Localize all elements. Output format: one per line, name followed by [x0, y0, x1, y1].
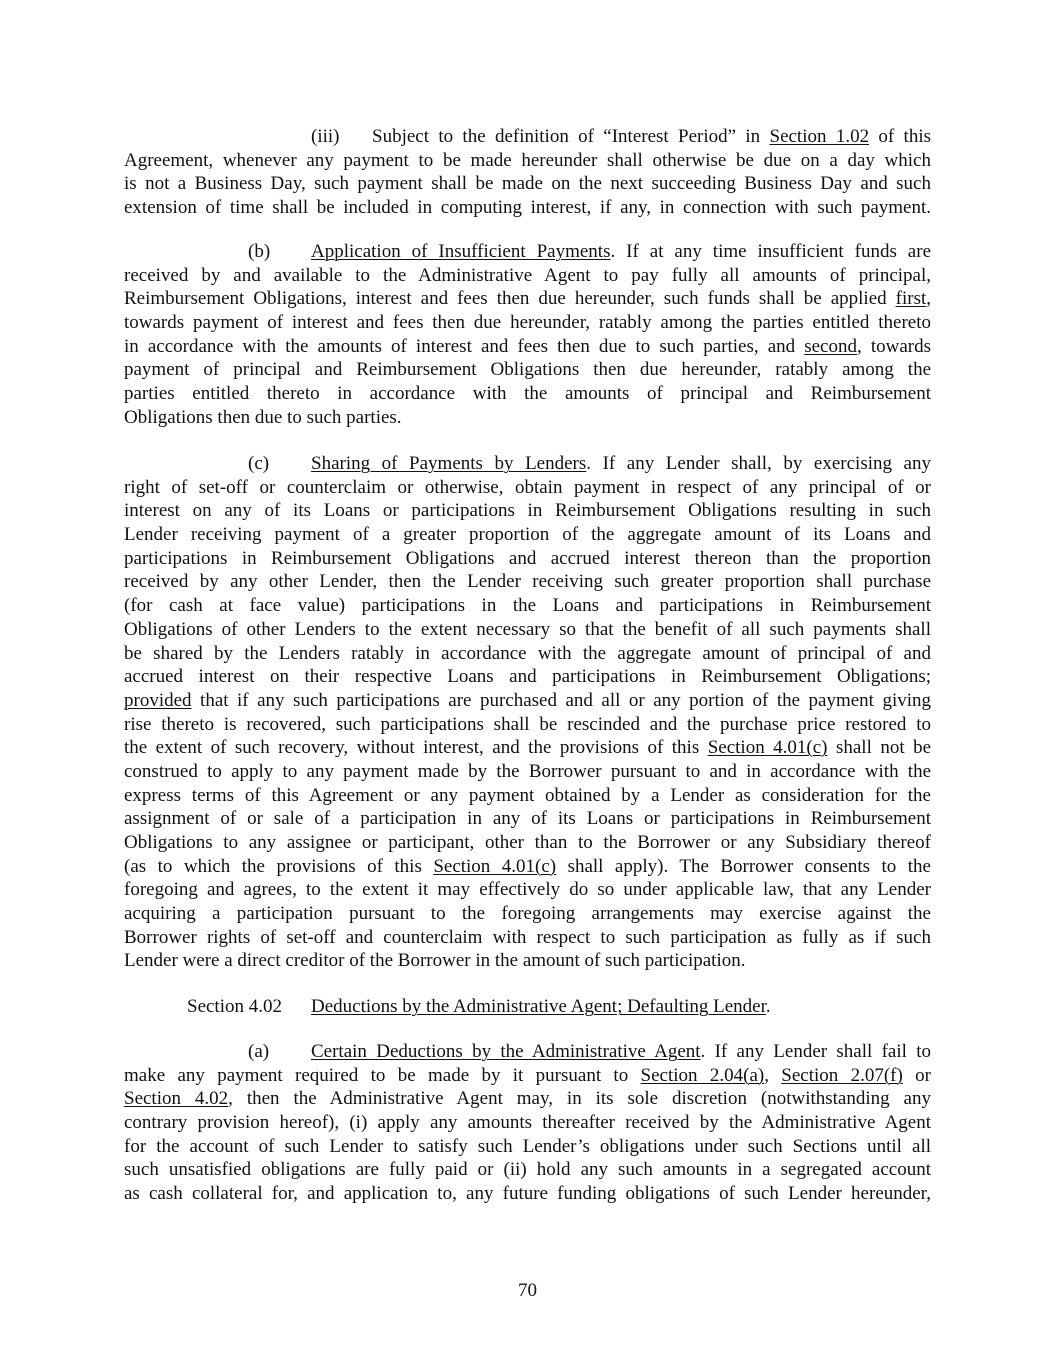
text-line: (for cash at face value) participations in the Loans and participations in Reimbursement: [124, 595, 931, 617]
underlined-reference: Section 4.01(c): [707, 737, 828, 759]
text-line: express terms of this Agreement or any payment obtained by a Lender as consideration for the: [124, 784, 931, 806]
text-line: received by any other Lender, then the Lender receiving such greater proportion shall purchase: [124, 571, 931, 593]
text-line: Section 4.02 Deductions by the Administrative Agent; Defaulting Lender.: [187, 996, 771, 1017]
paragraph-label: Section 4.02: [187, 996, 282, 1017]
text-line: be shared by the Lenders ratably in accordance with the aggregate amount of principal of and: [124, 642, 931, 664]
text-line: (b) Application of Insufficient Payments. If at any time insufficient funds are: [248, 241, 931, 262]
underlined-reference: Deductions by the Administrative Agent; Defaulting Lender: [311, 996, 766, 1017]
paragraph-label: (a): [248, 1041, 270, 1062]
text-line: for the account of such Lender to satisfy such Lender’s obligations under such Sections until all: [124, 1135, 931, 1157]
underlined-reference: Application of Insufficient Payments: [311, 241, 611, 262]
text-line: such unsatisfied obligations are fully paid or (ii) hold any such amounts in a segregated account: [124, 1159, 931, 1181]
paragraph-label: (b): [248, 241, 271, 262]
text-line: provided that if any such participations are purchased and all or any portion of the payment giving: [124, 689, 931, 711]
text-line: extension of time shall be included in computing interest, if any, in connection with such payment.: [124, 197, 931, 219]
underlined-reference: Section 4.02: [124, 1088, 229, 1110]
text-line: parties entitled thereto in accordance with the amounts of principal and Reimbursement: [124, 383, 931, 405]
text-line: in accordance with the amounts of interest and fees then due to such parties, and second, towards: [124, 335, 931, 357]
text-line: as cash collateral for, and application to, any future funding obligations of such Lender hereunder,: [124, 1183, 931, 1205]
text-line: Obligations of other Lenders to the extent necessary so that the benefit of all such payments shall: [124, 618, 931, 640]
text-line: assignment of or sale of a participation in any of its Loans or participations in Reimbursement: [124, 808, 931, 830]
text-line: construed to apply to any payment made by the Borrower pursuant to and in accordance with the: [124, 760, 931, 782]
page-number: 70: [518, 1280, 537, 1301]
underlined-reference: Sharing of Payments by Lenders: [311, 453, 587, 474]
paragraph-payment-on-business-day: [124, 125, 931, 220]
underlined-reference: Section 4.01(c): [433, 855, 557, 877]
text-line: interest on any of its Loans or participations in Reimbursement Obligations resulting in such: [124, 500, 931, 522]
underlined-reference: Section 2.07(f): [781, 1064, 903, 1086]
paragraph-certain-deductions: [124, 1040, 931, 1206]
text-line: rise thereto is recovered, such participations shall be rescinded and the purchase price restored to: [124, 713, 931, 735]
underlined-reference: provided: [124, 689, 192, 711]
text-line: Reimbursement Obligations, interest and fees then due hereunder, such funds shall be applied first,: [124, 288, 931, 310]
underlined-reference: Section 1.02: [769, 126, 870, 147]
text-line: the extent of such recovery, without interest, and the provisions of this Section 4.01(c) shall not be: [124, 737, 931, 759]
text-line: Lender were a direct creditor of the Borrower in the amount of such participation.: [124, 950, 746, 972]
text-line: is not a Business Day, such payment shall be made on the next succeeding Business Day and such: [124, 173, 931, 195]
underlined-reference: Section 2.04(a): [640, 1064, 765, 1086]
text-line: make any payment required to be made by it pursuant to Section 2.04(a), Section 2.07(f) or: [124, 1064, 931, 1086]
paragraph-application-of-insufficient-payments: [124, 240, 931, 430]
text-line: Lender receiving payment of a greater proportion of the aggregate amount of its Loans and: [124, 524, 931, 546]
text-line: (c) Sharing of Payments by Lenders. If any Lender shall, by exercising any: [248, 453, 931, 474]
text-line: Section 4.02, then the Administrative Agent may, in its sole discretion (notwithstanding any: [124, 1088, 931, 1110]
text-line: (iii) Subject to the definition of “Interest Period” in Section 1.02 of this: [311, 126, 931, 147]
text-line: payment of principal and Reimbursement Obligations then due hereunder, ratably among the: [124, 359, 931, 381]
text-line: right of set-off or counterclaim or otherwise, obtain payment in respect of any principal of or: [124, 476, 931, 498]
text-line: foregoing and agrees, to the extent it may effectively do so under applicable law, that any Lender: [124, 879, 931, 901]
text-line: Obligations then due to such parties.: [124, 406, 402, 428]
text-line: contrary provision hereof), (i) apply any amounts thereafter received by the Administrative Agent: [124, 1112, 931, 1134]
text-line: accrued interest on their respective Loans and participations in Reimbursement Obligations;: [124, 666, 931, 688]
paragraph-label: (iii): [311, 126, 340, 147]
text-line: received by and available to the Administrative Agent to pay fully all amounts of principal,: [124, 264, 931, 286]
text-line: towards payment of interest and fees then due hereunder, ratably among the parties entitled thereto: [124, 312, 931, 334]
text-line: (a) Certain Deductions by the Administrative Agent. If any Lender shall fail to: [248, 1041, 931, 1062]
text-line: Borrower rights of set-off and counterclaim with respect to such participation as fully as if such: [124, 926, 931, 948]
text-line: participations in Reimbursement Obligations and accrued interest thereon than the proportion: [124, 547, 931, 569]
section-heading-4-02: [124, 995, 931, 1019]
text-line: Obligations to any assignee or participant, other than to the Borrower or any Subsidiary thereof: [124, 832, 931, 853]
underlined-reference: Certain Deductions by the Administrative Agent: [311, 1041, 701, 1062]
underlined-reference: second: [804, 335, 857, 357]
paragraph-sharing-of-payments: [124, 452, 931, 973]
text-line: acquiring a participation pursuant to the foregoing arrangements may exercise against the: [124, 903, 931, 925]
text-line: Agreement, whenever any payment to be made hereunder shall otherwise be due on a day which: [124, 149, 931, 171]
paragraph-label: (c): [248, 453, 270, 474]
text-line: (as to which the provisions of this Section 4.01(c) shall apply). The Borrower consents to the: [124, 855, 931, 877]
underlined-reference: first: [895, 288, 927, 310]
